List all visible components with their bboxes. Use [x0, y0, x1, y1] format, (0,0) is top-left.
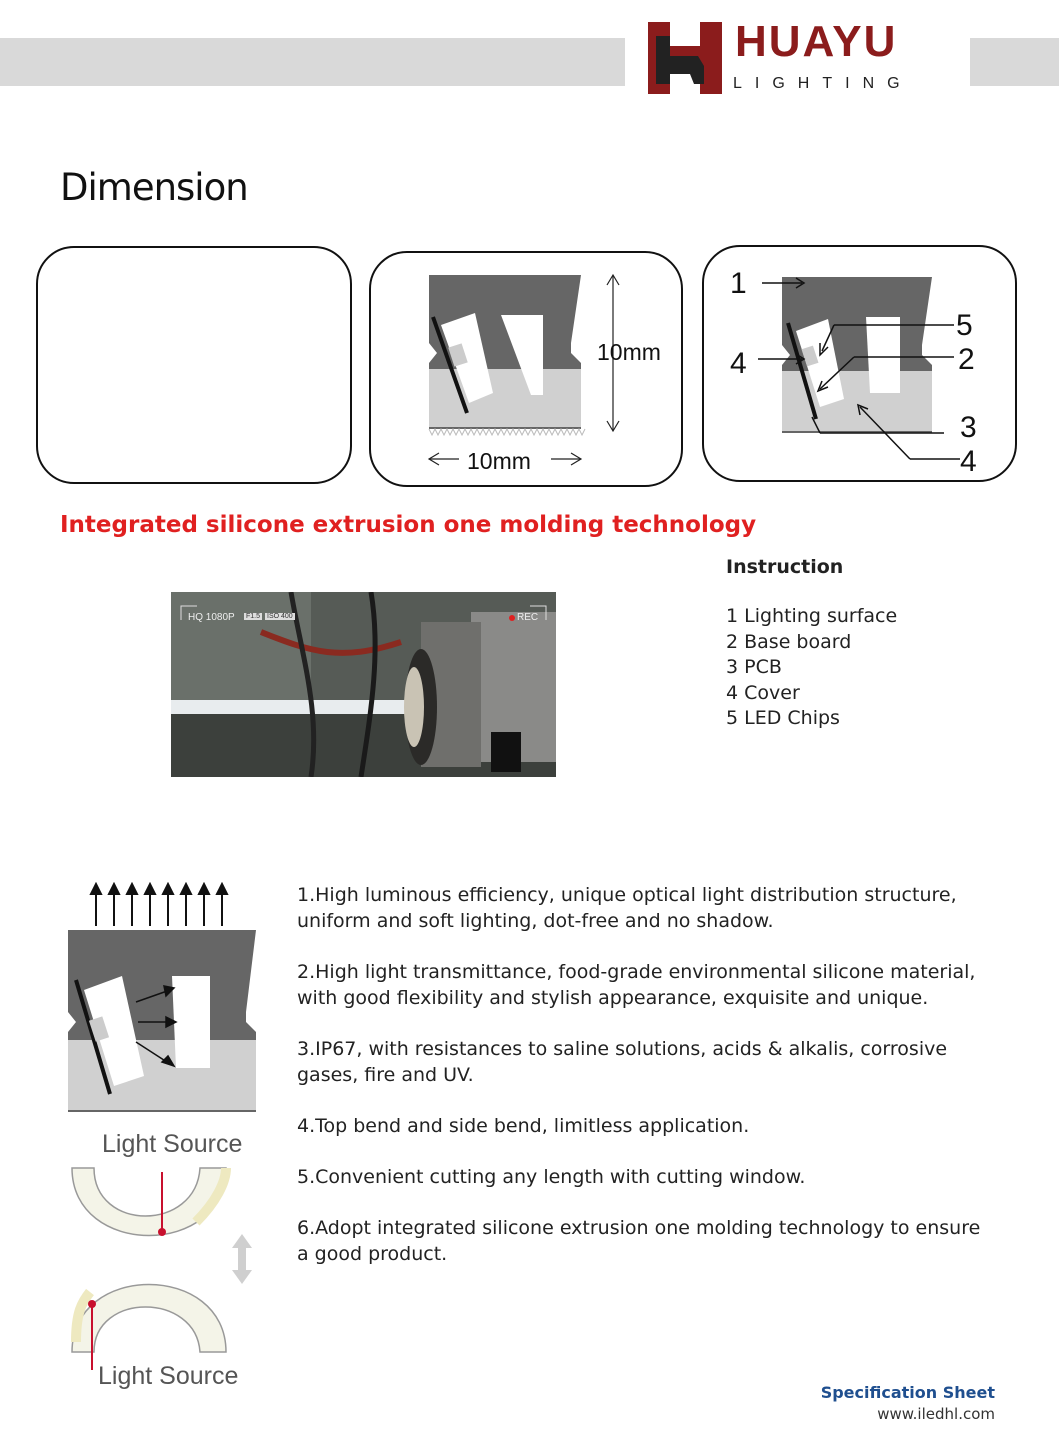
brand-name: HUAYU: [735, 17, 898, 66]
instruction-item: 2 Base board: [726, 630, 852, 653]
brand-subtitle: LIGHTING: [733, 75, 913, 92]
instruction-item: 5 LED Chips: [726, 707, 840, 729]
dimension-box-parts: [702, 245, 1017, 482]
dimension-box-empty: [36, 246, 352, 484]
light-emission-diagram: [66, 882, 260, 1122]
dimension-box-size: [369, 251, 683, 487]
light-source-label-top: Light Source: [102, 1130, 243, 1158]
header-band-left: [0, 38, 625, 86]
callout-3: 3: [960, 411, 977, 444]
video-iso: ISO 400: [267, 613, 293, 620]
height-label: 10mm: [597, 339, 661, 365]
instruction-item: 3 PCB: [726, 656, 782, 678]
callout-2: 2: [958, 343, 975, 376]
width-label: 10mm: [467, 448, 531, 474]
feature-list: [297, 882, 997, 1292]
callout-5: 5: [956, 309, 973, 342]
callout-4-left: 4: [730, 347, 747, 380]
callout-4-bottom: 4: [960, 445, 977, 478]
video-resolution: HQ 1080P: [188, 612, 235, 623]
technology-headline: Integrated silicone extrusion one molding technology: [60, 512, 757, 538]
callout-1: 1: [730, 267, 747, 300]
huayu-logo-icon: [648, 22, 722, 94]
feature-item: 6.Adopt integrated silicone extrusion one molding technology to ensure a good product.: [297, 1217, 981, 1265]
feature-item: 5.Convenient cutting any length with cutting window.: [297, 1166, 806, 1188]
page-title: Dimension: [60, 166, 248, 209]
feature-item: 4.Top bend and side bend, limitless application.: [297, 1115, 750, 1137]
instruction-title: Instruction: [726, 556, 844, 578]
header-band-right: [970, 38, 1059, 86]
feature-item: 3.IP67, with resistances to saline solutions, acids & alkalis, corrosive gases, fire and UV.: [297, 1038, 948, 1086]
video-rec: REC: [517, 612, 539, 623]
footer-url[interactable]: www.iledhl.com: [877, 1405, 995, 1423]
light-source-label-bottom: Light Source: [98, 1362, 239, 1390]
footer-title: Specification Sheet: [820, 1383, 995, 1402]
video-aperture: F1.5: [246, 613, 261, 620]
instruction-panel: [726, 556, 897, 732]
instruction-item: 1 Lighting surface: [726, 605, 898, 627]
feature-item: 1.High luminous efficiency, unique optical light distribution structure, uniform and soft lighting, dot-free and no shadow.: [297, 884, 957, 932]
feature-item: 2.High light transmittance, food-grade environmental silicone material, with good flexibility and stylish appearance, exquisite and unique.: [297, 961, 976, 1009]
bend-diagram: [66, 1162, 266, 1372]
production-video-still: [171, 592, 556, 777]
instruction-item: 4 Cover: [726, 681, 800, 704]
